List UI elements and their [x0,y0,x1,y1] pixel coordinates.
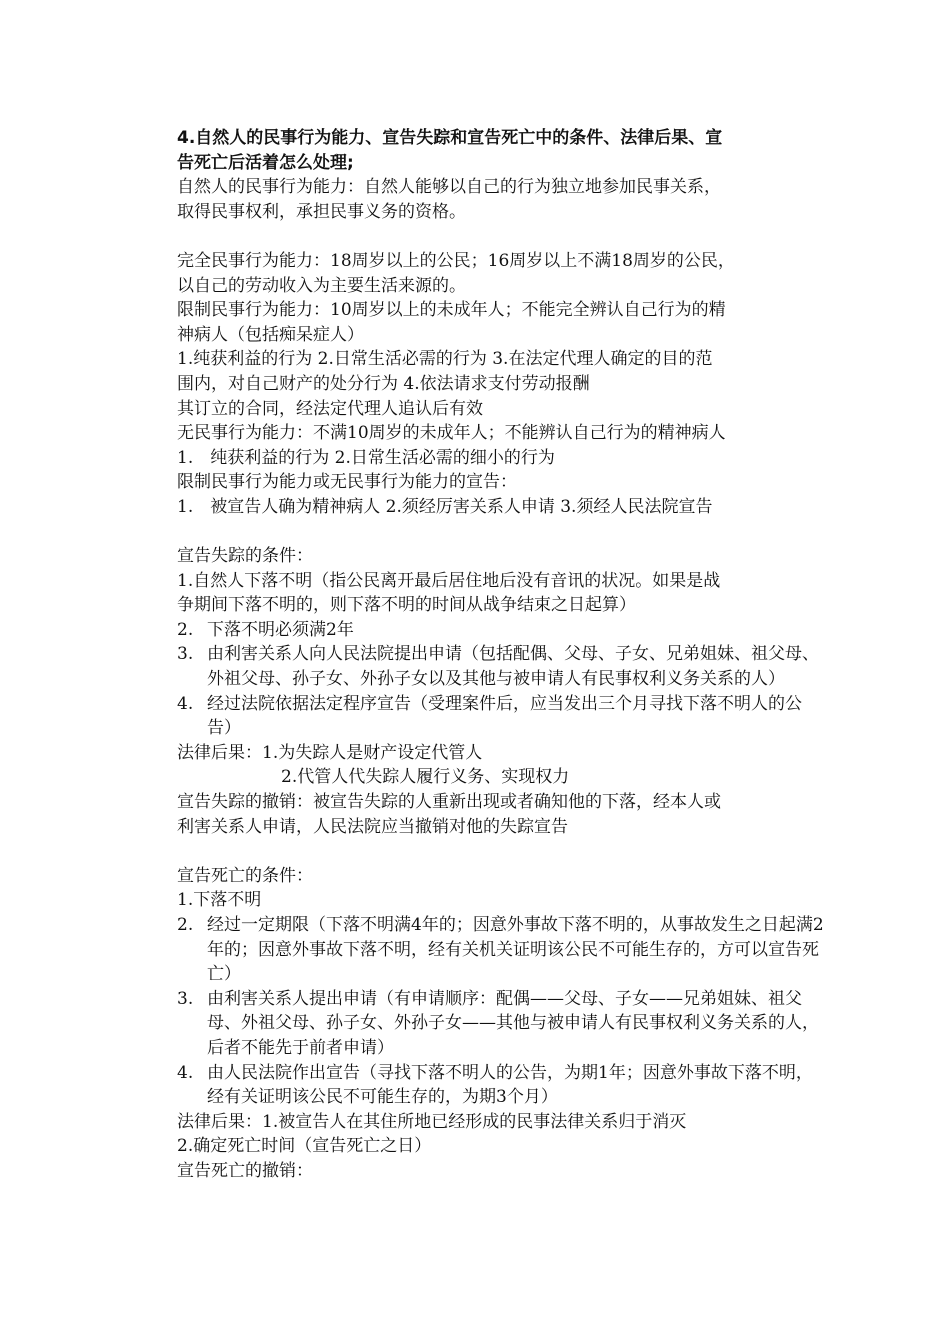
list-text: 由人民法院作出宣告（寻找下落不明人的公告，为期1年；因意外事故下落不明，经有关证明该公民不可能生存的，为期3个月） [207,1062,813,1108]
text-line: 1.下落不明 [177,890,262,911]
list-item [177,987,827,1061]
list-number: 4. [177,1062,194,1083]
text-line: 以自己的劳动收入为主要生活来源的。 [177,275,466,296]
text-line: 争期间下落不明的，则下落不明的时间从战争结束之日起算） [177,595,636,616]
capacity-section [177,249,827,520]
list-text: 下落不明必须满2年 [207,619,354,640]
list-item [177,618,827,643]
list-text: 经过法院依据法定程序宣告（受理案件后，应当发出三个月寻找下落不明人的公告） [207,693,802,739]
list-number: 2. [177,619,194,640]
list-number: 4. [177,693,194,714]
death-consequence: 法律后果：1.被宣告人在其住所地已经形成的民事法律关系归于消灭 [177,1111,687,1132]
text-line: 1.自然人下落不明（指公民离开最后居住地后没有音讯的状况。如果是战 [177,570,721,591]
list-item [177,692,827,741]
death-heading: 宣告死亡的条件： [177,865,313,886]
missing-consequence: 2.代管人代失踪人履行义务、实现权力 [281,767,570,788]
missing-section [177,544,827,839]
section-title [177,126,827,175]
blank-line [177,224,827,249]
list-text: 由利害关系人向人民法院提出申请（包括配偶、父母、子女、兄弟姐妹、祖父母、外祖父母、孙子女、外孙子女以及其他与被申请人有民事权利义务关系的人） [207,644,819,690]
text-line: 1. 被宣告人确为精神病人 2.须经厉害关系人申请 3.须经人民法院宣告 [177,496,713,517]
title-line: 4.自然人的民事行为能力、宣告失踪和宣告死亡中的条件、法律后果、宣 [177,128,723,148]
text-line: 神病人（包括痴呆症人） [177,324,364,345]
list-item [177,642,827,691]
text-line: 其订立的合同，经法定代理人追认后有效 [177,398,483,419]
text-line: 1. 纯获利益的行为 2.日常生活必需的细小的行为 [177,447,555,468]
list-text: 由利害关系人提出申请（有申请顺序：配偶——父母、子女——兄弟姐妹、祖父母、外祖父母、孙子女、外孙子女——其他与被申请人有民事权利义务关系的人，后者不能先于前者申请） [207,988,819,1058]
list-item [177,913,827,987]
list-number: 3. [177,988,194,1009]
text-line: 完全民事行为能力：18周岁以上的公民；16周岁以上不满18周岁的公民， [177,250,735,271]
list-item [177,1061,827,1110]
text-line: 1.纯获利益的行为 2.日常生活必需的行为 3.在法定代理人确定的目的范 [177,349,713,370]
missing-consequence: 法律后果：1.为失踪人是财产设定代管人 [177,742,483,763]
blank-line [177,520,827,545]
text-line: 围内，对自己财产的处分行为 4.依法请求支付劳动报酬 [177,373,590,394]
missing-heading: 宣告失踪的条件： [177,546,313,567]
title-line: 告死亡后活着怎么处理; [177,152,354,173]
text-line: 利害关系人申请，人民法院应当撤销对他的失踪宣告 [177,816,568,837]
text-line: 限制民事行为能力：10周岁以上的未成年人；不能完全辨认自己行为的精 [177,300,726,321]
definition-paragraph [177,175,827,224]
document-page [177,126,827,1184]
death-consequence: 2.确定死亡时间（宣告死亡之日） [177,1136,432,1157]
text-line: 自然人的民事行为能力：自然人能够以自己的行为独立地参加民事关系， [177,177,721,198]
death-section [177,864,827,1184]
text-line: 取得民事权利，承担民事义务的资格。 [177,201,466,222]
death-revocation-heading: 宣告死亡的撤销： [177,1160,313,1181]
text-line: 宣告失踪的撤销：被宣告失踪的人重新出现或者确知他的下落，经本人或 [177,792,721,813]
text-line: 无民事行为能力：不满10周岁的未成年人；不能辨认自己行为的精神病人 [177,423,726,444]
list-text: 经过一定期限（下落不明满4年的；因意外事故下落不明的，从事故发生之日起满2年的；因意外事故下落不明，经有关机关证明该公民不可能生存的，方可以宣告死亡） [207,915,824,985]
list-number: 2. [177,915,194,935]
text-line: 限制民事行为能力或无民事行为能力的宣告： [177,472,517,493]
list-number: 3. [177,644,194,665]
blank-line [177,839,827,864]
